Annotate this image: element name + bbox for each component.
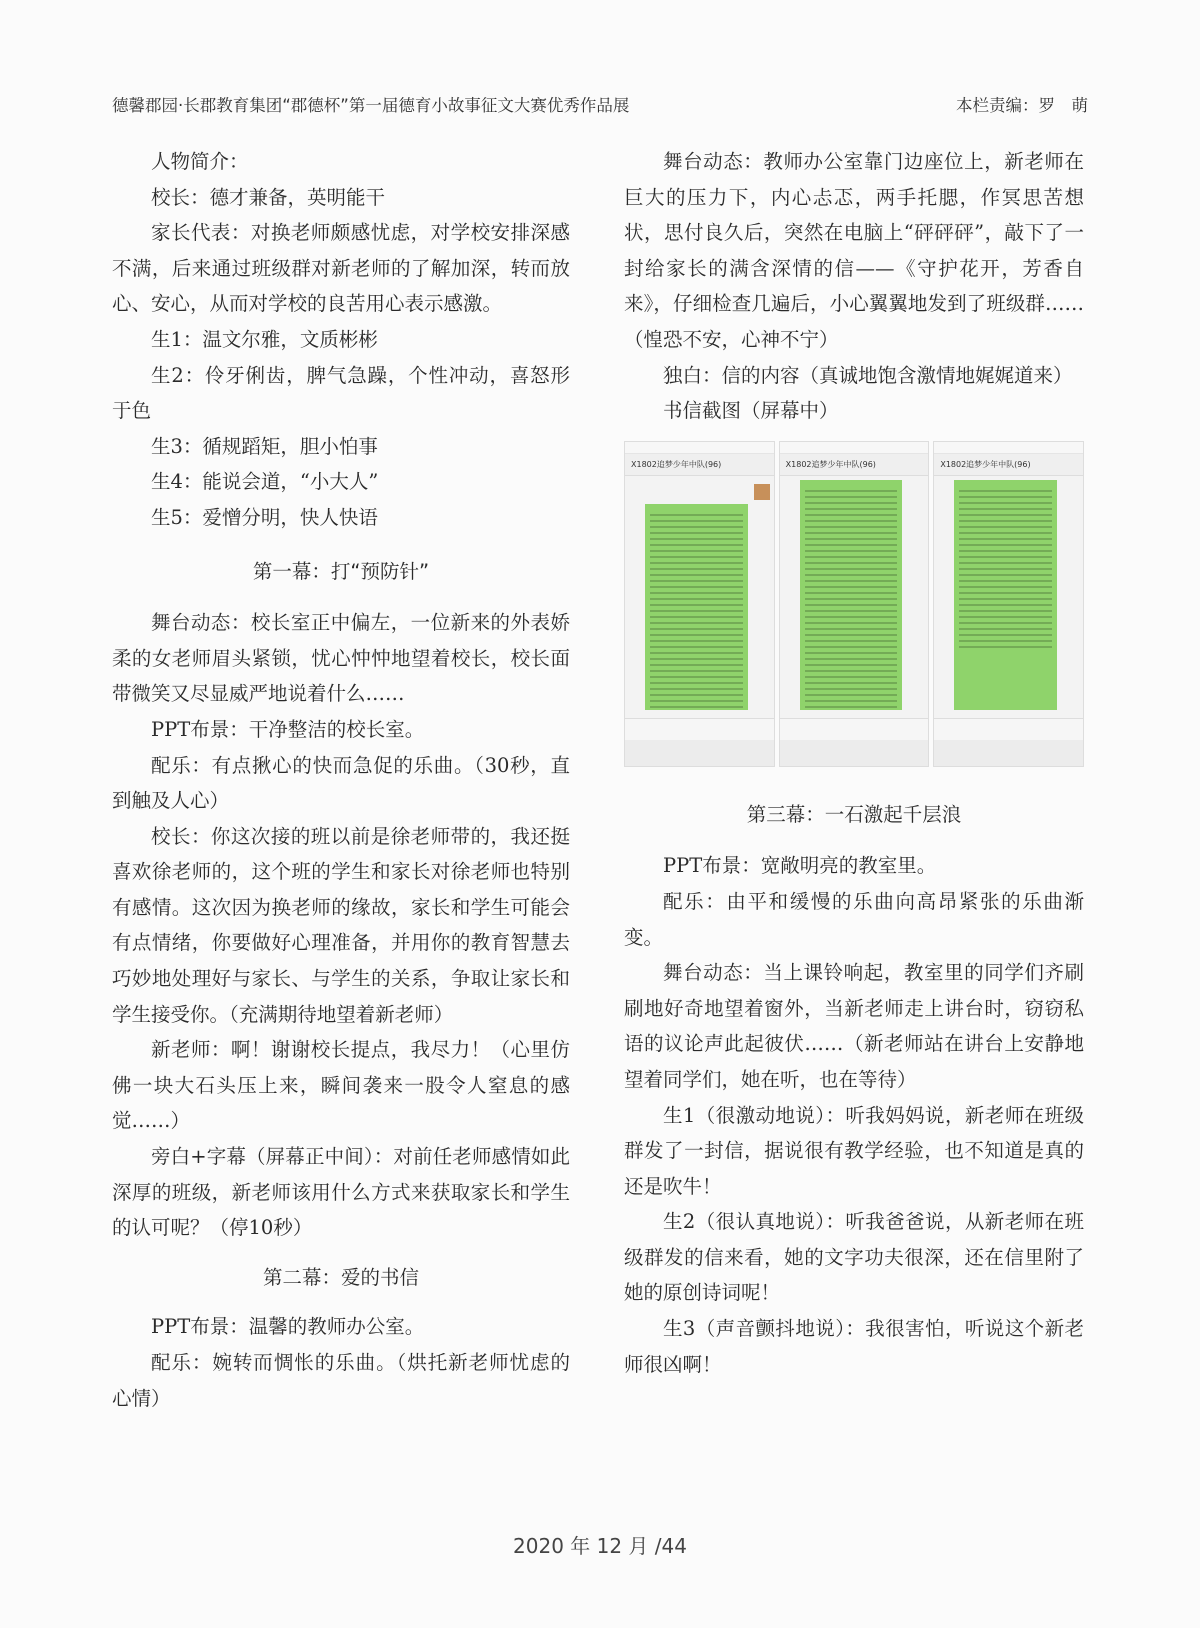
letter-bubble (645, 504, 748, 710)
paragraph: 校长：你这次接的班以前是徐老师带的，我还挺喜欢徐老师的，这个班的学生和家长对徐老师也特别有感情。这次因为换老师的缘故，家长和学生可能会有点情绪，你要做好心理准备，并用你的教育智慧去巧妙地处理好与家长、与学生的关系，争取让家长和学生接受你。（充满期待地望着新老师） (112, 824, 570, 1026)
paragraph: 旁白+字幕（屏幕正中间）：对前任老师感情如此深厚的班级，新老师该用什么方式来获取家长和学生的认可呢？（停10秒） (112, 1145, 570, 1240)
paragraph: 配乐：由平和缓慢的乐曲向高昂紧张的乐曲渐变。 (624, 889, 1084, 949)
right-column (624, 144, 1084, 1382)
act-1-title: 第一幕：打“预防针” (252, 559, 430, 583)
character-parent: 家长代表：对换老师颇感忧虑，对学校安排深感不满，后来通过班级群对新老师的了解加深，转而放心、安心，从而对学校的良苦用心表示感激。 (112, 221, 570, 316)
paragraph: 生3（声音颤抖地说）：我很害怕，听说这个新老师很凶啊！ (624, 1317, 1084, 1376)
page-header (112, 92, 1088, 120)
letter-bubble (954, 480, 1057, 710)
letter-bubble (800, 480, 903, 710)
paragraph: 配乐：婉转而惆怅的乐曲。（烘托新老师忧虑的心情） (112, 1351, 570, 1410)
act-2-title: 第二幕：爱的书信 (262, 1265, 419, 1289)
header-editor: 本栏责编：罗 萌 (956, 96, 1088, 115)
chat-screenshot-2 (779, 441, 930, 767)
chat-title: X1802追梦少年中队(96) (934, 454, 1083, 476)
paragraph: PPT布景：宽敞明亮的教室里。 (663, 854, 937, 878)
paragraph: 配乐：有点揪心的快而急促的乐曲。（30秒，直到触及人心） (112, 753, 570, 813)
left-column (112, 144, 570, 1416)
character-student-4: 生4：能说会道，“小大人” (151, 470, 379, 494)
paragraph: 生1（很激动地说）：听我妈妈说，新老师在班级群发了一封信，据说很有教学经验，也不知道是真的还是吹牛！ (624, 1103, 1084, 1198)
header-column-title: 德馨郡园·长郡教育集团“郡德杯”第一届德育小故事征文大赛优秀作品展 (112, 96, 630, 115)
chat-title: X1802追梦少年中队(96) (625, 454, 774, 476)
paragraph: PPT布景：干净整洁的校长室。 (151, 717, 425, 741)
paragraph: 书信截图（屏幕中） (663, 399, 839, 423)
paragraph: 舞台动态：校长室正中偏左，一位新来的外表娇柔的女老师眉头紧锁，忧心忡忡地望着校长，校长面带微笑又尽显威严地说着什么…… (112, 611, 570, 706)
chat-title: X1802追梦少年中队(96) (780, 454, 929, 476)
character-student-1: 生1：温文尔雅，文质彬彬 (151, 327, 378, 351)
letter-screenshots (624, 441, 1084, 767)
character-student-5: 生5：爱憎分明，快人快语 (151, 505, 378, 529)
paragraph: 独白：信的内容（真诚地饱含激情地娓娓道来） (663, 363, 1073, 387)
character-student-2: 生2：伶牙俐齿，脾气急躁，个性冲动，喜怒形于色 (112, 363, 570, 423)
page-footer: 2020 年 12 月 /44 (513, 1534, 687, 1558)
paragraph: PPT布景：温馨的教师办公室。 (151, 1315, 425, 1339)
chat-screenshot-1 (624, 441, 775, 767)
paragraph: 生2（很认真地说）：听我爸爸说，从新老师在班级群发的信来看，她的文字功夫很深，还在信里附了她的原创诗词呢！ (624, 1210, 1084, 1305)
paragraph: 舞台动态：当上课铃响起，教室里的同学们齐刷刷地好奇地望着窗外，当新老师走上讲台时，窃窃私语的议论声此起彼伏……（新老师站在讲台上安静地望着同学们，她在听，也在等待） (624, 961, 1084, 1091)
character-principal: 校长：德才兼备，英明能干 (151, 185, 386, 209)
paragraph: 新老师：啊！谢谢校长提点，我尽力！（心里仿佛一块大石头压上来，瞬间袭来一股令人窒息的感觉……） (112, 1038, 570, 1133)
act-3-title: 第三幕：一石激起千层浪 (746, 802, 962, 826)
chat-screenshot-3 (933, 441, 1084, 767)
character-student-3: 生3：循规蹈矩，胆小怕事 (151, 434, 378, 458)
paragraph: 舞台动态：教师办公室靠门边座位上，新老师在巨大的压力下，内心忐忑，两手托腮，作冥思苦想状，思付良久后，突然在电脑上“砰砰砰”，敲下了一封给家长的满含深情的信——《守护花开，芳香自来》，仔细检查几遍后，小心翼翼地发到了班级群……（惶恐不安，心神不宁） (624, 150, 1084, 351)
character-intro-heading: 人物简介： (151, 150, 249, 173)
avatar (754, 484, 770, 500)
